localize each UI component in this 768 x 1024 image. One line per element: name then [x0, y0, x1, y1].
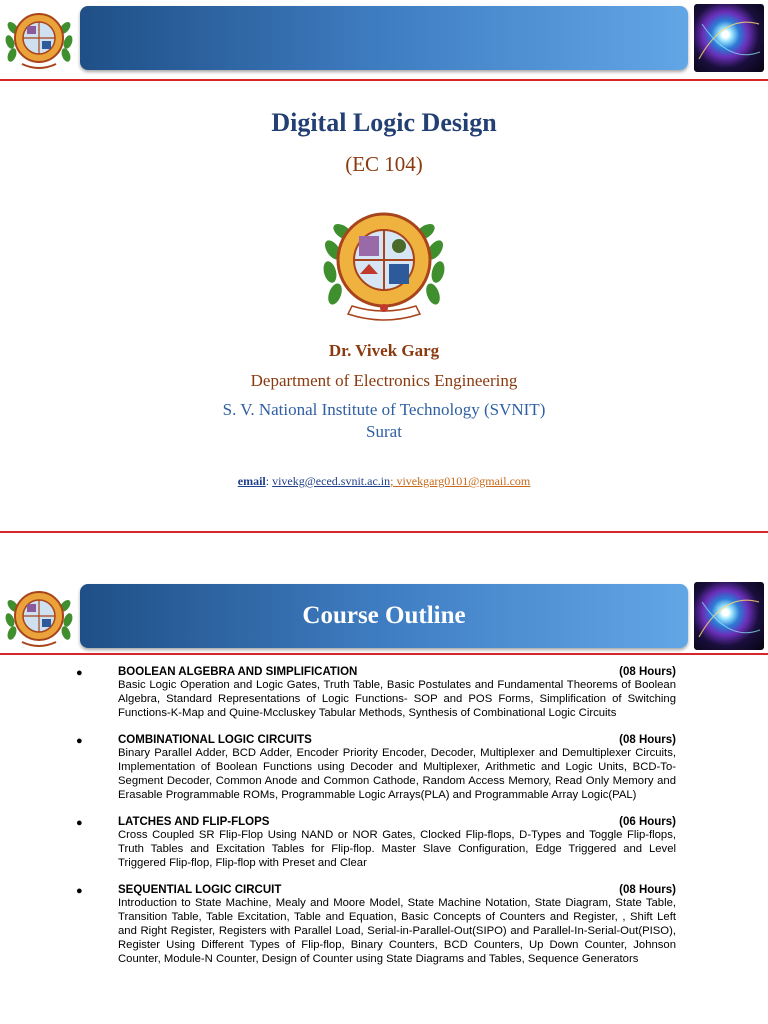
topic-description: Cross Coupled SR Flip-Flop Using NAND or NOR Gates, Clocked Flip-flops, D-Types and Toggle Flip-flops, Truth Tables and Excitation Tables for Flip-flop. Master Slave Configuration, Edge Triggered and Level Triggered Flip-flop, Flip-flop with Preset and Clear	[118, 829, 676, 869]
topic-heading: BOOLEAN ALGEBRA AND SIMPLIFICATION	[118, 666, 358, 678]
course-code: (EC 104)	[345, 152, 423, 176]
bullet-icon: ●	[76, 885, 83, 897]
topic-hours: (08 Hours)	[619, 734, 676, 746]
email-separator: :	[265, 474, 273, 488]
topic-hours: (06 Hours)	[619, 816, 676, 828]
list-item	[76, 734, 676, 802]
author-name: Dr. Vivek Garg	[328, 341, 440, 360]
list-item	[76, 816, 676, 870]
header-divider	[0, 79, 768, 81]
department: Department of Electronics Engineering	[250, 371, 518, 390]
topic-heading: COMBINATIONAL LOGIC CIRCUITS	[118, 734, 312, 746]
bullet-icon: ●	[76, 735, 83, 747]
institute-city: Surat	[366, 422, 402, 441]
slide2-header-divider	[0, 653, 768, 655]
list-item	[76, 666, 676, 720]
slide-gap	[0, 533, 768, 578]
page-title: Digital Logic Design	[271, 108, 497, 137]
email-label: email	[237, 474, 266, 488]
course-outline-slide	[0, 578, 768, 1024]
circuit-orb-image	[694, 582, 764, 650]
slide1-header-bar	[80, 6, 688, 70]
bullet-icon: ●	[76, 817, 83, 829]
topic-hours: (08 Hours)	[619, 884, 676, 896]
topic-heading-row	[118, 884, 676, 896]
topic-description: Binary Parallel Adder, BCD Adder, Encoder Priority Encoder, Decoder, Multiplexer and Demultiplexer Circuits, Implementation of Boolean Functions using Decoder and Multiplexer, Arithmetic and Logic Units, BCD-To-Segment Decoder, Common Anode and Common Cathode, Random Access Memory, Read Only Memory and Erasable Programmable ROMs, Programmable Logic Arrays(PLA) and Programmable Array Logic(PAL)	[118, 747, 676, 801]
svnit-logo-icon	[2, 582, 76, 652]
topic-heading: SEQUENTIAL LOGIC CIRCUIT	[118, 884, 282, 896]
institute-name: S. V. National Institute of Technology (SVNIT)	[222, 400, 546, 419]
email-link-primary[interactable]: vivekg@eced.svnit.ac.in	[272, 474, 391, 488]
topic-list	[76, 666, 676, 980]
outline-title: Course Outline	[302, 602, 466, 629]
email-line	[0, 474, 768, 489]
topic-heading: LATCHES AND FLIP-FLOPS	[118, 816, 270, 828]
topic-heading-row	[118, 734, 676, 746]
topic-hours: (08 Hours)	[619, 666, 676, 678]
circuit-orb-image	[694, 4, 764, 72]
bullet-icon: ●	[76, 667, 83, 679]
svnit-logo-icon	[2, 4, 76, 74]
topic-heading-row	[118, 816, 676, 828]
topic-description: Basic Logic Operation and Logic Gates, Truth Table, Basic Postulates and Fundamental Theorems of Boolean Algebra, Standard Representations of Logic Functions- SOP and POS Forms, Simplification of Switching Functions-K-Map and Quine-Mccluskey Tabular Methods, Synthesis of Combinational Logic Circuits	[118, 679, 676, 719]
svnit-emblem-icon	[318, 202, 450, 334]
topic-heading-row	[118, 666, 676, 678]
topic-description: Introduction to State Machine, Mealy and Moore Model, State Machine Notation, State Diagram, State Table, Transition Table, Table Excitation, Table and Equation, Basic Concepts of Counters and Register, , Shift Left and Right Register, Registers with Parallel Load, Serial-in-Parallel-Out(SIPO) and Parallel-In-Serial-Out(PISO), Register Using Different Types of Flip-flop, Binary Counters, BCD Counters, Up Down Counter, Johnson Counter, Module-N Counter, Design of Counter using State Diagrams and Tables, Sequence Generators	[118, 897, 676, 965]
email-link-secondary[interactable]: ; vivekgarg0101@gmail.com	[390, 474, 531, 488]
list-item	[76, 884, 676, 966]
